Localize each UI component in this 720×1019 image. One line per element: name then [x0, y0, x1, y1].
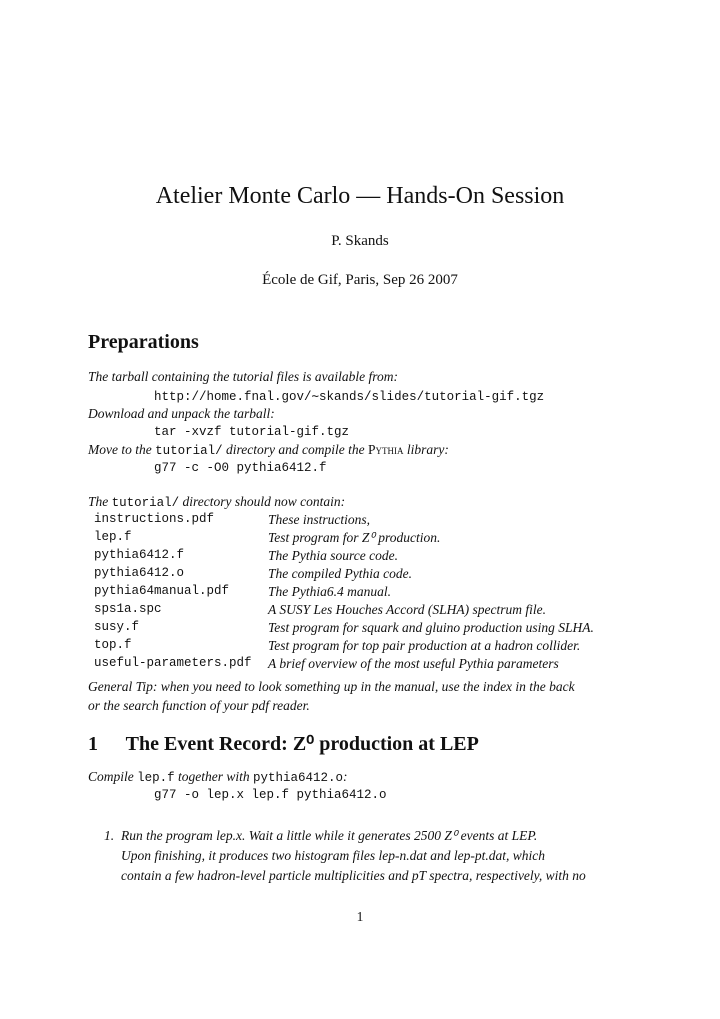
compile-file: lep.f — [137, 771, 175, 785]
file-desc: Test program for squark and gluino production using SLHA. — [268, 620, 594, 635]
file-name: useful-parameters.pdf — [94, 656, 252, 670]
file-desc: These instructions, — [268, 512, 371, 527]
section-number: 1 — [88, 733, 98, 755]
move-mid: directory and compile the — [226, 442, 365, 457]
file-name: pythia6412.o — [94, 566, 185, 580]
contain-pre: The — [88, 494, 109, 509]
file-desc: Test program for top pair production at a hadron collider. — [268, 638, 581, 653]
file-name: lep.f — [94, 530, 132, 544]
author: P. Skands — [331, 233, 389, 249]
compile-command: g77 -c -O0 pythia6412.f — [154, 461, 327, 475]
contain-text — [88, 494, 345, 510]
file-desc: A SUSY Les Houches Accord (SLHA) spectrum file. — [268, 602, 546, 617]
list-item-line: Upon finishing, it produces two histogram files lep-n.dat and lep-pt.dat, which — [121, 848, 545, 863]
compile-obj: pythia6412.o — [253, 771, 344, 785]
file-name: pythia64manual.pdf — [94, 584, 230, 598]
file-desc: The Pythia source code. — [268, 548, 398, 563]
file-row — [94, 656, 654, 674]
link-command: g77 -o lep.x lep.f pythia6412.o — [154, 788, 387, 802]
file-row — [94, 566, 654, 584]
list-item-line: Run the program lep.x. Wait a little while it generates 2500 Z⁰ events at LEP. — [121, 828, 538, 843]
file-name: instructions.pdf — [94, 512, 215, 526]
file-row — [94, 530, 654, 548]
file-desc: The Pythia6.4 manual. — [268, 584, 391, 599]
preparations-heading: Preparations — [88, 331, 199, 353]
file-row — [94, 584, 654, 602]
contain-post: directory should now contain: — [182, 494, 346, 509]
file-row — [94, 548, 654, 566]
document-title: Atelier Monte Carlo — Hands-On Session — [155, 183, 565, 209]
list-item-number: 1. — [104, 828, 115, 843]
contain-dir: tutorial/ — [111, 496, 180, 510]
file-desc: The compiled Pythia code. — [268, 566, 412, 581]
page-number: 1 — [356, 909, 364, 924]
download-text: Download and unpack the tarball: — [88, 406, 275, 421]
general-tip-line2: or the search function of your pdf reader. — [88, 698, 310, 713]
compile-text — [88, 769, 348, 785]
move-dir: tutorial/ — [155, 444, 223, 458]
tarball-text: The tarball containing the tutorial files is available from: — [88, 369, 398, 384]
compile-colon: : — [343, 769, 348, 784]
file-row — [94, 512, 654, 530]
move-pre: Move to the — [88, 442, 152, 457]
file-name: pythia6412.f — [94, 548, 185, 562]
file-desc: A brief overview of the most useful Pythia parameters — [268, 656, 559, 671]
venue-date: École de Gif, Paris, Sep 26 2007 — [262, 272, 458, 288]
file-row — [94, 620, 654, 638]
file-name: top.f — [94, 638, 132, 652]
compile-mid: together with — [178, 769, 250, 784]
move-text — [88, 442, 449, 458]
general-tip-line1: General Tip: when you need to look something up in the manual, use the index in the back — [88, 679, 575, 694]
move-pythia: Pythia — [367, 442, 404, 457]
section-title: The Event Record: Z⁰ production at LEP — [125, 733, 479, 755]
file-desc: Test program for Z⁰ production. — [268, 530, 441, 545]
tarball-url[interactable]: http://home.fnal.gov/∼skands/slides/tutorial-gif.tgz — [154, 390, 545, 404]
file-name: sps1a.spc — [94, 602, 162, 616]
tar-command: tar -xvzf tutorial-gif.tgz — [154, 425, 350, 439]
file-name: susy.f — [94, 620, 140, 634]
file-row — [94, 602, 654, 620]
move-post: library: — [406, 442, 449, 457]
compile-pre: Compile — [88, 769, 134, 784]
file-row — [94, 638, 654, 656]
list-item-line: contain a few hadron-level particle multiplicities and pT spectra, respectively, with no — [121, 868, 586, 883]
section1-heading — [88, 731, 479, 756]
